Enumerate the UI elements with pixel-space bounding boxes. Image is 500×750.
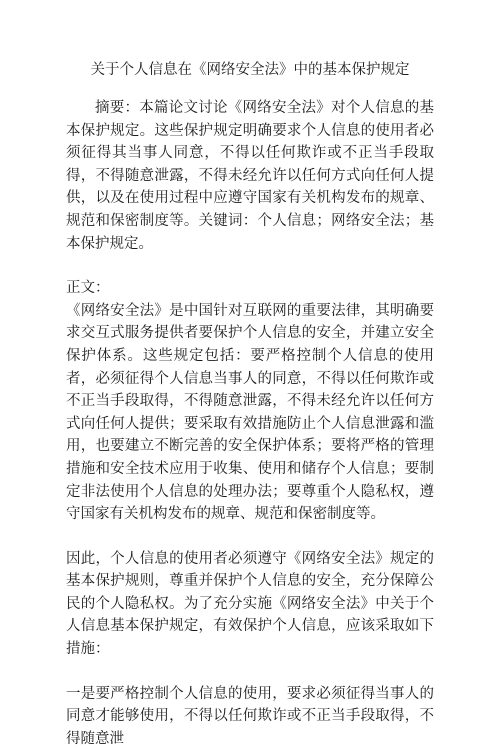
document-title: 关于个人信息在《网络安全法》中的基本保护规定 bbox=[90, 62, 410, 78]
paragraph-gap bbox=[66, 661, 434, 683]
body-label: 正文： bbox=[66, 280, 110, 297]
body-paragraph-3: 一是要严格控制个人信息的使用，要求必须征得当事人的同意才能够使用，不得以任何欺诈或不正当手段取得，不得随意泄 bbox=[66, 685, 434, 747]
paragraph-gap bbox=[66, 255, 434, 277]
body-paragraph-2: 因此，个人信息的使用者必须遵守《网络安全法》规定的基本保护规则，尊重并保护个人信息的安全，充分保障公民的个人隐私权。为了充分实施《网络安全法》中关于个人信息基本保护规定，有效保护个人信息，应该采取如下措施： bbox=[66, 550, 434, 658]
body-paragraph-1: 《网络安全法》是中国针对互联网的重要法律，其明确要求交互式服务提供者要保护个人信息的安全，并建立安全保护体系。这些规定包括：要严格控制个人信息的使用者，必须征得个人信息当事人的同意，不得以任何欺诈或不正当手段取得，不得随意泄露，不得未经允许以任何方式向任何人提供；要采取有效措施防止个人信息泄露和滥用，也要建立不断完善的安全保护体系；要将严格的管理措施和安全技术应用于收集、使用和储存个人信息；要制定非法使用个人信息的处理办法；要尊重个人隐私权，遵守国家有关机构发布的规章、规范和保密制度等。 bbox=[66, 302, 434, 523]
abstract-paragraph: 摘要：本篇论文讨论《网络安全法》对个人信息的基本保护规定。这些保护规定明确要求个人信息的使用者必须征得其当事人同意，不得以任何欺诈或不正当手段取得，不得随意泄露，不得未经允许以任何方式向任何人提供，以及在使用过程中应遵守国家有关机构发布的规章、规范和保密制度等。关键词：个人信息；网络安全法；基本保护规定。 bbox=[66, 100, 434, 252]
paragraph-gap bbox=[66, 526, 434, 548]
